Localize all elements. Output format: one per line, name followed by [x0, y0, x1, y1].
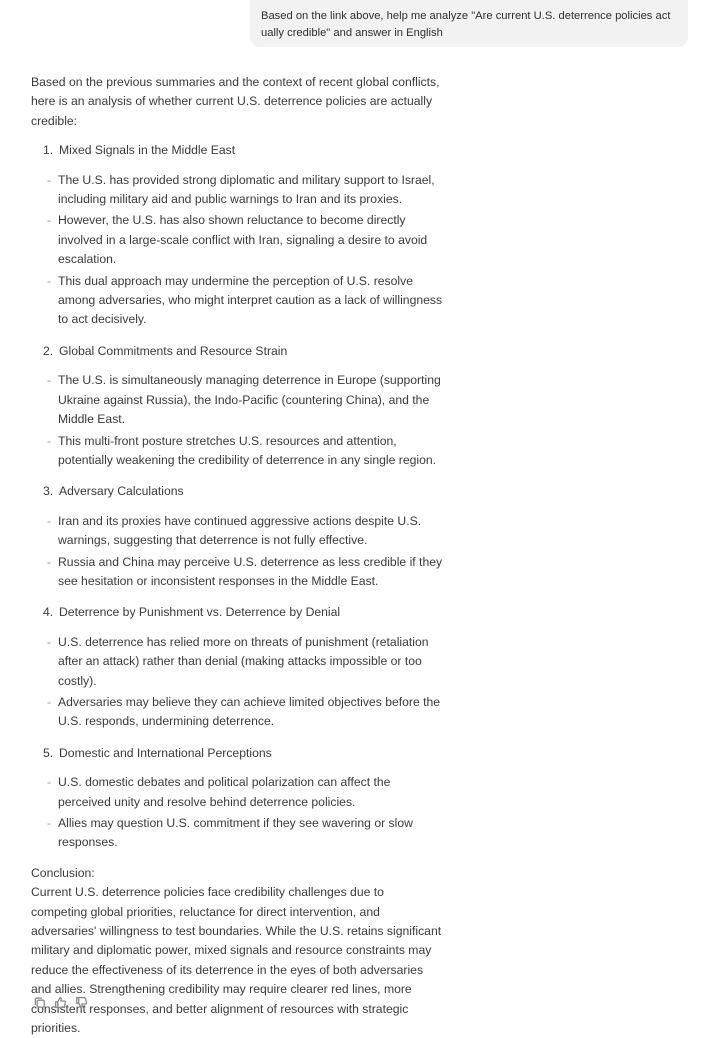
user-message-text: Based on the link above, help me analyze "Are current U.S. deterrence policies actually credible" and answer in English [261, 10, 671, 39]
copy-button[interactable] [32, 995, 47, 1010]
bullet-marker: - [47, 273, 52, 288]
bullet-marker: - [47, 172, 52, 187]
bullet-item [46, 171, 443, 210]
bullet-text: Russia and China may perceive U.S. deterrence as less credible if they see hesitation or inconsistent responses in the Middle East. [58, 554, 443, 588]
section-heading [43, 342, 443, 361]
section-heading [43, 482, 443, 501]
answer-section [31, 603, 443, 731]
section-title: Adversary Calculations [59, 484, 184, 499]
bullet-list [31, 371, 443, 470]
bullet-text: The U.S. has provided strong diplomatic and military support to Israel, including military aid and public warnings to Iran and its proxies. [58, 172, 435, 207]
bullet-marker: - [47, 634, 52, 649]
thumbs-up-icon [54, 996, 67, 1009]
section-title: Deterrence by Punishment vs. Deterrence by Denial [59, 605, 341, 620]
answer-section [31, 342, 443, 470]
bullet-item [46, 633, 443, 691]
bullet-marker: - [47, 433, 52, 448]
bullet-text: U.S. domestic debates and political polarization can affect the perceived unity and resolve behind deterrence policies. [58, 775, 391, 809]
bullet-text: Iran and its proxies have continued aggressive actions despite U.S. warnings, suggesting that deterrence is not fully effective. [58, 513, 422, 548]
bullet-text: This multi-front posture stretches U.S. resources and attention, potentially weakening the credibility of deterrence in any single region. [58, 433, 437, 467]
copy-icon [33, 996, 46, 1009]
bullet-list [31, 512, 443, 592]
bullet-item [46, 272, 443, 330]
bullet-marker: - [47, 554, 52, 569]
section-heading [43, 744, 443, 763]
bullet-item [46, 512, 443, 551]
bullet-marker: - [47, 373, 52, 388]
section-heading [43, 603, 443, 622]
section-title: Domestic and International Perceptions [59, 745, 272, 760]
bullet-marker: - [47, 694, 52, 709]
bullet-text: Adversaries may believe they can achieve limited objectives before the U.S. responds, undermining deterrence. [58, 694, 441, 729]
section-title: Global Commitments and Resource Strain [59, 343, 288, 358]
conclusion-label: Conclusion: [31, 865, 95, 880]
section-number: 5. [43, 745, 54, 760]
bullet-text: The U.S. is simultaneously managing deterrence in Europe (supporting Ukraine against Russia), the Indo-Pacific (countering China), and the Middle East. [58, 373, 441, 427]
bullet-text: This dual approach may undermine the perception of U.S. resolve among adversaries, who might interpret caution as a lack of willingness to act decisively. [58, 273, 443, 327]
bullet-list [31, 171, 443, 330]
bullet-text: U.S. deterrence has relied more on threats of punishment (retaliation after an attack) rather than denial (making attacks impossible or too costly). [58, 634, 429, 688]
section-number: 2. [43, 343, 54, 358]
section-number: 4. [43, 605, 54, 620]
section-number: 3. [43, 484, 54, 499]
bullet-item [46, 432, 443, 471]
conclusion [31, 864, 443, 1038]
answer-sections [31, 141, 443, 853]
thumbs-up-button[interactable] [53, 995, 68, 1010]
bullet-marker: - [47, 775, 52, 790]
bullet-list [31, 773, 443, 853]
answer-intro: Based on the previous summaries and the context of recent global conflicts, here is an analysis of whether current U.S. deterrence policies are actually credible: [31, 75, 440, 128]
bullet-list [31, 633, 443, 732]
conclusion-text: Current U.S. deterrence policies face credibility challenges due to competing global priorities, reluctance for direct intervention, and adversaries' willingness to test boundaries. While the U.S. retains significant military and diplomatic power, mixed signals and resource constraints may reduce the effectiveness of its deterrence in the eyes of both adversaries and allies. Strengthening credibility may require clearer red lines, more consistent responses, and better alignment of resources with strategic priorities. [31, 885, 442, 1036]
section-number: 1. [43, 143, 54, 158]
answer-section [31, 141, 443, 330]
answer-section [31, 744, 443, 853]
message-actions [32, 995, 89, 1010]
section-heading [43, 141, 443, 160]
bullet-item [46, 371, 443, 429]
bullet-item [46, 553, 443, 592]
bullet-marker: - [47, 513, 52, 528]
bullet-text: However, the U.S. has also shown reluctance to become directly involved in a large-scale conflict with Iran, signaling a desire to avoid escalation. [58, 213, 428, 267]
assistant-answer [31, 73, 443, 1038]
bullet-item [46, 211, 443, 269]
bullet-item [46, 773, 443, 812]
bullet-text: Allies may question U.S. commitment if they see wavering or slow responses. [58, 816, 413, 850]
bullet-item [46, 693, 443, 732]
bullet-item [46, 814, 443, 853]
answer-section [31, 482, 443, 591]
bullet-marker: - [47, 213, 52, 228]
user-message-bubble [250, 0, 688, 47]
bullet-marker: - [47, 816, 52, 830]
thumbs-down-button[interactable] [74, 995, 89, 1010]
thumbs-down-icon [75, 996, 88, 1009]
section-title: Mixed Signals in the Middle East [59, 143, 236, 158]
